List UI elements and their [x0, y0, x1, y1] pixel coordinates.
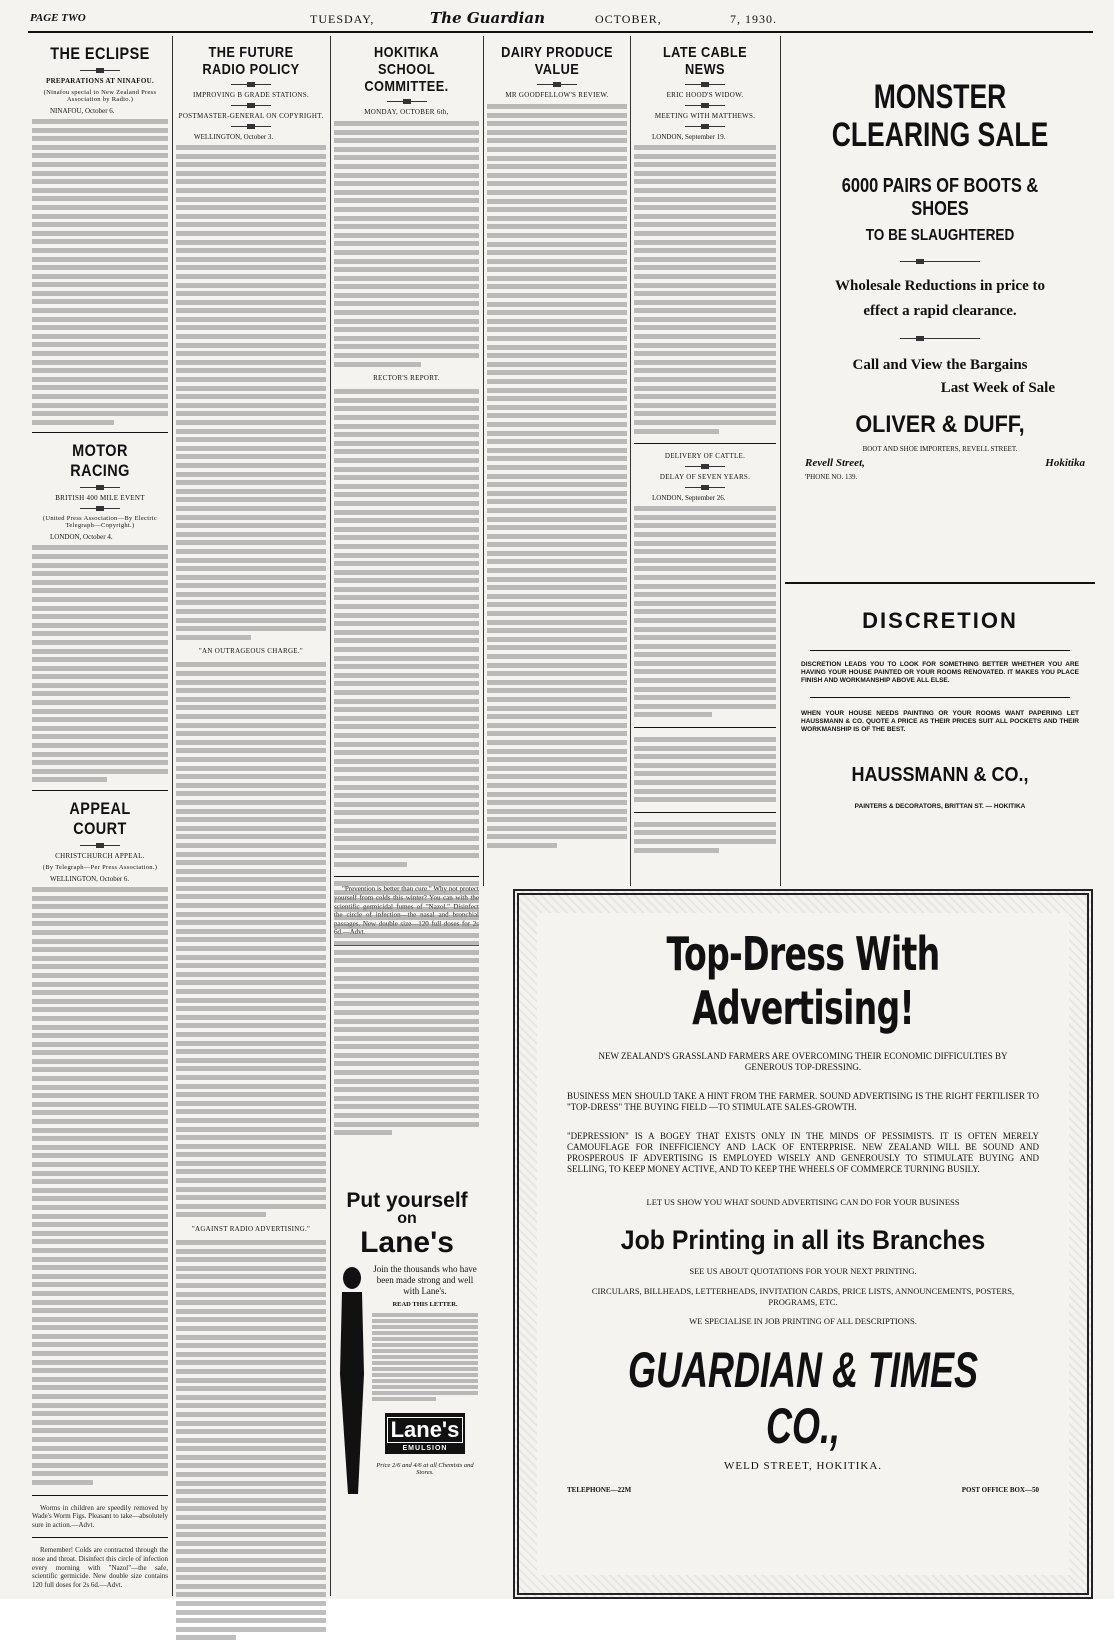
column-divider [172, 36, 173, 1596]
ornament-rule [685, 466, 725, 467]
top-dress-para-2: BUSINESS MEN SHOULD TAKE A HINT FROM THE FARMER. SOUND ADVERTISING IS THE RIGHT FERTILISER TO "TOP-DRESS" THE BUYING FIELD —TO STIMULATE SALES-GROWTH. [567, 1091, 1039, 1112]
ornament-rule [80, 845, 120, 846]
lanes-letter-body [372, 1312, 478, 1401]
cattle-subhead: DELAY OF SEVEN YEARS. [659, 473, 751, 482]
call-text: Call and View the Bargains [852, 357, 1028, 373]
ornament-rule [685, 105, 725, 106]
ornament-rule [231, 105, 271, 106]
ornament-rule [80, 508, 120, 509]
job-printing-specialise: WE SPECIALISE IN JOB PRINTING OF ALL DESCRIPTIONS. [689, 1316, 917, 1326]
appeal-court-subhead: CHRISTCHURCH APPEAL. [55, 852, 145, 860]
lanes-logo-box [385, 1413, 465, 1454]
ornament-rule [900, 338, 980, 339]
ornament-rule [231, 84, 271, 85]
top-dress-headline: Top-Dress With Advertising! [666, 927, 940, 1035]
worms-advert: Worms in children are speedily removed by Wade's Worm Figs. Pleasant to take—absolutely sure in action.—Advt. [32, 1503, 168, 1529]
guardian-times-name: GUARDIAN & TIMES CO., [627, 1342, 978, 1454]
top-dress-para-3: "DEPRESSION" IS A BOGEY THAT EXISTS ONLY IN THE MINDS OF PESSIMISTS. IT IS OFTEN MERELY CAMOUFLAGE FOR INEFFICIENCY AND LACK OF ENTERPRISE. NEW ZEALAND WILL BE SOUND AND PROSPEROUS IF ADVERTISING IS EMPLOYED WISELY AND GENEROUSLY TO STIMULATE BUYING AND SELLING, TO KEEP MONEY ACTIVE, AND TO KEEP THE WHEELS OF COMMERCE TURNING BUSILY. [567, 1131, 1039, 1174]
oliver-duff-town: Hokitika [1045, 457, 1085, 469]
school-committee-headline: HOKITIKA SCHOOL COMMITTEE. [364, 44, 449, 95]
discretion-body-2: WHEN YOUR HOUSE NEEDS PAINTING OR YOUR ROOMS WANT PAPERING LET HAUSSMANN & CO. QUOTE A PRICE AS THEIR PRICES SUIT ALL POCKETS AND THEIR WORKMANSHIP IS OF THE BEST. [801, 710, 1079, 733]
column-divider [780, 36, 781, 886]
column-1 [32, 36, 168, 1591]
guardian-times-advert [537, 913, 1069, 1575]
ornament-rule [80, 70, 120, 71]
lanes-price: Price 2/6 and 4/6 at all Chemists and Stores. [376, 1462, 474, 1476]
column-divider [330, 36, 331, 1596]
page-number: PAGE TWO [30, 12, 86, 24]
oliver-duff-street: Revell Street, [805, 457, 865, 469]
lanes-read-letter: READ THIS LETTER. [392, 1301, 458, 1308]
masthead-rule [28, 31, 1093, 33]
ornament-rule [685, 126, 725, 127]
rectors-report-body [334, 388, 479, 868]
eclipse-dateline: NINAFOU, October 6. [50, 107, 115, 115]
rectors-report-subhead: RECTOR'S REPORT. [373, 374, 440, 383]
column-divider [630, 36, 631, 886]
haussmann-name: HAUSSMANN & CO., [851, 764, 1029, 786]
dairy-produce-headline: DAIRY PRODUCE VALUE [501, 44, 613, 78]
radio-policy-subhead: IMPROVING B GRADE STATIONS. [192, 91, 310, 99]
radio-policy-subhead-2: POSTMASTER-GENERAL ON COPYRIGHT. [178, 112, 324, 120]
dairy-produce-subhead: MR GOODFELLOW'S REVIEW. [505, 91, 609, 99]
radio-policy-dateline: WELLINGTON, October 3. [194, 133, 274, 141]
eclipse-subhead: PREPARATIONS AT NINAFOU. [46, 77, 154, 85]
job-printing-see: SEE US ABOUT QUOTATIONS FOR YOUR NEXT PRINTING. [689, 1266, 917, 1276]
haussmann-footer: PAINTERS & DECORATORS, BRITTAN ST. — HOKITIKA [854, 803, 1026, 810]
guardian-times-advert-border [513, 889, 1093, 1599]
oliver-duff-name: OLIVER & DUFF, [855, 411, 1025, 438]
masthead-day: TUESDAY, [310, 12, 375, 26]
oliver-duff-phone: 'PHONE NO. 139. [805, 473, 858, 481]
monster-text: MONSTER [873, 78, 1007, 116]
radio-continued-body [334, 880, 479, 1137]
column-3 [334, 36, 479, 891]
school-committee-dateline: MONDAY, OCTOBER 6th, [364, 108, 449, 116]
figure-illustration [336, 1264, 368, 1504]
guardian-times-telephone: TELEPHONE—22M [567, 1486, 632, 1494]
ornament-rule [685, 487, 725, 488]
radio-policy-subhead-3: "AN OUTRAGEOUS CHARGE." [198, 647, 304, 656]
haussmann-advert [785, 590, 1095, 880]
radio-policy-body [176, 144, 326, 641]
lanes-join-text: Join the thousands who have been made strong and well with Lane's. [373, 1264, 477, 1296]
ornament-rule [80, 487, 120, 488]
slaughtered-text: TO BE SLAUGHTERED [865, 227, 1015, 244]
masthead-month: OCTOBER, [595, 12, 662, 26]
masthead-date: 7, 1930. [730, 12, 777, 26]
last-week-text: Last Week of Sale [940, 380, 1055, 396]
late-cable-body [634, 144, 776, 435]
motor-racing-subhead: BRITISH 400 MILE EVENT [55, 494, 145, 503]
late-cable-headline: LATE CABLE NEWS [662, 44, 748, 78]
lanes-brand: Lane's [360, 1226, 454, 1259]
eclipse-article-body [32, 118, 168, 426]
cattle-headline: DELIVERY OF CATTLE. [664, 452, 746, 461]
lanes-logo: Lane's [387, 1417, 463, 1443]
effect-text: effect a rapid clearance. [863, 303, 1017, 319]
ornament-rule [537, 84, 577, 85]
motor-racing-credit: (United Press Association—By Electric Telegraph—Copyright.) [42, 515, 158, 530]
oliver-duff-advert [785, 40, 1095, 580]
radio-policy-body-2 [176, 661, 326, 1219]
pairs-text: 6000 PAIRS OF BOOTS & SHOES [841, 175, 1039, 220]
late-cable-subhead-2: MEETING WITH MATTHEWS. [654, 112, 756, 120]
top-dress-para-1: NEW ZEALAND'S GRASSLAND FARMERS ARE OVERCOMING THEIR ECONOMIC DIFFICULTIES BY GENEROUS TOP-DRESSING. [598, 1051, 1008, 1072]
radio-policy-body-3 [176, 1239, 326, 1642]
lanes-emulsion-advert [336, 1190, 478, 1590]
lanes-emulsion-label: EMULSION [402, 1445, 448, 1452]
motor-racing-headline: MOTOR RACING [70, 441, 130, 481]
appeal-court-headline: APPEAL COURT [69, 799, 131, 838]
late-cable-dateline: LONDON, September 19. [652, 133, 726, 141]
column-5 [634, 36, 776, 876]
wholesale-text: Wholesale Reductions in price to [835, 278, 1045, 294]
eclipse-headline: THE ECLIPSE [50, 44, 150, 63]
clearing-sale-text: CLEARING SALE [831, 116, 1049, 154]
ornament-rule [231, 126, 271, 127]
cattle-body [634, 505, 776, 719]
late-cable-subhead: ERIC HOOD'S WIDOW. [666, 91, 744, 99]
cattle-dateline: LONDON, September 26. [652, 494, 726, 503]
column-divider [483, 36, 484, 886]
radio-policy-headline: THE FUTURE RADIO POLICY [202, 44, 300, 78]
guardian-times-box: POST OFFICE BOX—50 [961, 1486, 1039, 1494]
nazol-advert-body [634, 736, 776, 804]
top-dress-para-4: LET US SHOW YOU WHAT SOUND ADVERTISING CAN DO FOR YOUR BUSINESS [646, 1197, 960, 1207]
job-printing-headline: Job Printing in all its Branches [620, 1225, 986, 1255]
lanes-headline-1: Put yourself [346, 1189, 468, 1212]
eclipse-credit: (Ninafou special to New Zealand Press Association by Radio.) [43, 89, 157, 103]
oliver-duff-trade: BOOT AND SHOE IMPORTERS, REVELL STREET. [862, 445, 1018, 453]
appeal-court-body [32, 886, 168, 1487]
ornament-rule [387, 101, 427, 102]
motor-racing-dateline: LONDON, October 4. [50, 533, 113, 542]
discretion-headline: DISCRETION [862, 608, 1018, 633]
masthead-paper: The Guardian [430, 9, 545, 27]
stephens-advert-body [634, 821, 776, 854]
masthead [30, 8, 1090, 30]
discretion-body-1: DISCRETION LEADS YOU TO LOOK FOR SOMETHING BETTER WHETHER YOU ARE HAVING YOUR HOUSE PAINTED OR YOUR ROOMS RENOVATED. IT MAKES YOU PLACE FINISH AND WORKMANSHIP ABOVE ALL ELSE. [801, 661, 1079, 684]
school-committee-body [334, 120, 479, 368]
lanes-headline-2: on [397, 1210, 417, 1227]
dairy-produce-body [487, 103, 627, 850]
motor-racing-body [32, 544, 168, 784]
appeal-court-dateline: WELLINGTON, October 6. [50, 875, 130, 883]
column-3-lower [334, 880, 479, 1180]
ornament-rule [685, 84, 725, 85]
column-4 [487, 36, 627, 876]
appeal-court-credit: (By Telegraph—Per Press Association.) [42, 864, 158, 871]
job-printing-list: CIRCULARS, BILLHEADS, LETTERHEADS, INVITATION CARDS, PRICE LISTS, ANNOUNCEMENTS, POSTERS, PROGRAMS, ETC. [591, 1286, 1015, 1307]
column-2 [176, 36, 326, 1591]
guardian-times-address: WELD STREET, HOKITIKA. [723, 1460, 883, 1472]
colds-advert: Remember! Colds are contracted through the nose and throat. Disinfect this circle of infection every morning with "Nazol"—the safe, scientific germicide. New double size contains 120 full doses for 2s 6d.—Advt. [32, 1546, 168, 1589]
ornament-rule [900, 261, 980, 262]
radio-policy-subhead-4: "AGAINST RADIO ADVERTISING." [191, 1225, 311, 1234]
